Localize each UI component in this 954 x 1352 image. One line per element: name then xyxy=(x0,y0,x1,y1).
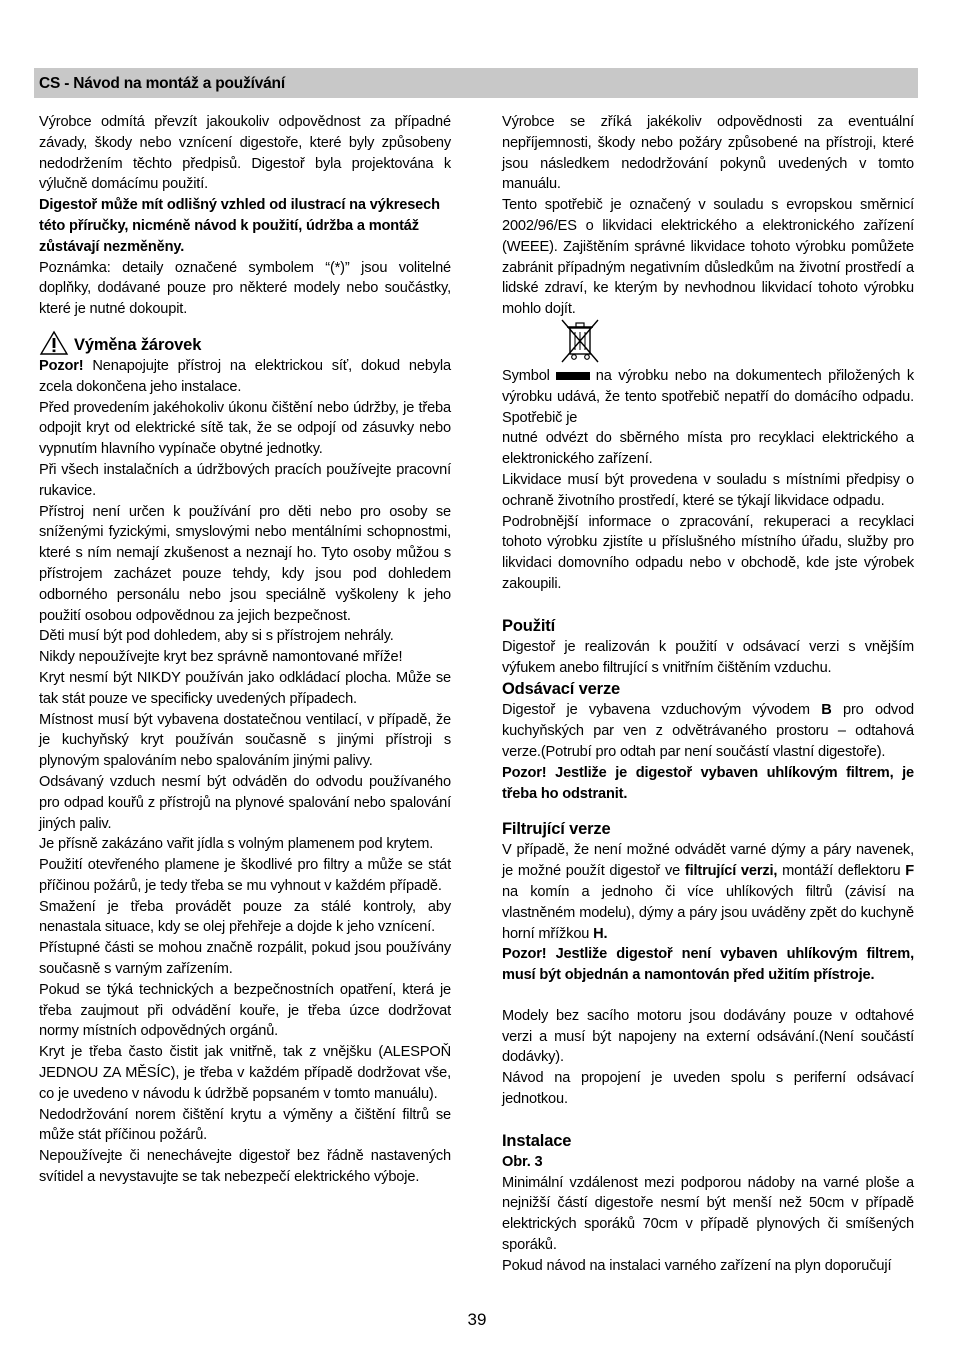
left-paragraph: Nikdy nepoužívejte kryt bez správně namontované mříže! xyxy=(39,649,403,666)
filter-text: V případě, že není možné odvádět varné dýmy a páry navenek, je možné použít digestoř ve xyxy=(502,842,914,880)
section-title-filter: Filtrující verze xyxy=(502,820,611,839)
weee-symbol-wrap xyxy=(502,320,914,366)
left-paragraph: Místnost musí být vybavena dostatečnou ventilací, v případě, že je kuchyňský kryt používán současně s jinými přístroji s plynovým spalováním nebo spalováním jinými palivy. xyxy=(39,711,451,770)
weee-paragraph: Tento spotřebič je označený v souladu s evropskou směrnicí 2002/96/ES o likvidaci elektrického a elektronického zařízení (WEEE). Zajištěním správné likvidace tohoto výrobku pomůžete zabránit případným negativním důsledkům na životní prostředí a lidské zdraví, ke kterým by nevhodnou likvidací tohoto výrobku mohlo dojít. xyxy=(502,197,914,318)
symbol-prefix: Symbol xyxy=(502,367,550,384)
left-paragraph: Kryt je třeba často čistit jak vnitřně, tak z vnějšku (ALESPOŇ JEDNOU ZA MĚSÍC), je třeba v každém případě dodržovat vše, co je uvedeno v návodu k údržbě popsaném v tomto manuálu). xyxy=(39,1044,451,1102)
note-paragraph: Poznámka: detaily označené symbolem “(*)” jsou volitelné doplňky, dodávané pouze pro některé modely nebo součástky, které je nutné dokoupit. xyxy=(39,259,451,318)
install-figure-ref: Obr. 3 xyxy=(502,1153,543,1170)
section-title-exhaust: Odsávací verze xyxy=(502,680,621,699)
install-paragraph: Minimální vzdálenost mezi podporou nádoby na varné ploše a nejnižší částí digestoře nesmí být menší než 50cm v případě elektrických sporáků 70cm v případě plynových či smíšených sporáků. xyxy=(502,1174,914,1254)
section-title-usage: Použití xyxy=(502,616,556,635)
warning-triangle-icon xyxy=(39,330,69,356)
left-paragraph: Nedodržování norem čištění krytu a výměny a čištění filtrů se může stát příčinou požárů. xyxy=(39,1106,451,1144)
left-paragraph: Je přísně zakázáno vařit jídla s volným plamenem pod krytem. xyxy=(39,836,434,853)
filter-paragraph xyxy=(502,840,914,944)
section-title-bulbs: Výměna žárovek xyxy=(74,335,202,354)
left-paragraph: Odsávaný vzduch nesmí být odváděn do odvodu používaného pro odpad kouřů z přístrojů na plynové spalování nebo spalování jiných paliv. xyxy=(39,773,451,832)
intro-bold-paragraph: Digestoř může mít odlišný vzhled od ilustrací na výkresech této příručky, nicméně návod k použití, údržba a montáž zůstávají nezměněny. xyxy=(39,197,440,255)
left-paragraph: Pokud se týká technických a bezpečnostních opatření, která je třeba zaujmout při odvádění kouře, je třeba úzce dodržovat normy místních odpovědných orgánů. xyxy=(39,981,451,1040)
filter-f-label: F xyxy=(905,863,914,880)
filter-text-3: na komín a jednoho či více uhlíkových filtrů (závisí na vlastněném modelu), dýmy a páry jsou uváděny zpět do kuchyně horní mřížkou xyxy=(502,883,914,942)
left-column xyxy=(39,112,451,1188)
left-paragraph: Nepoužívejte či nenechávejte digestoř bez řádně nastavených svítidel a nevystavujte se tak nebezpečí elektrického výboje. xyxy=(39,1148,451,1186)
symbol-paragraph xyxy=(502,366,914,428)
left-paragraph: Přístroj není určen k používání pro děti nebo pro osoby se sníženými fyzickými, smyslovými nebo mentálními schopnostmi, které s ním nemají zkušenost a neznají ho. Tyto osoby můžou s přístrojem zacházet pouze tehdy, kdy jsou pod dohledem odborného personálu nebo jsou speciálně vyškoleny k jeho použití osobou odpovědnou za jejich bezpečnost. xyxy=(39,503,451,624)
disposal-paragraph: Likvidace musí být provedena v souladu s místními předpisy o ochraně životního prostředí, které se týkají likvidace odpadu. xyxy=(502,471,914,509)
filter-warning: Pozor! Jestliže digestoř není vybaven uhlíkovým filtrem, musí být objednán a namontován před užitím přístroje. xyxy=(502,946,914,984)
filter-bold: filtrující verzi, xyxy=(684,863,778,880)
exhaust-text: Digestoř je vybavena vzduchovým vývodem xyxy=(502,702,822,719)
intro-paragraph: Výrobce odmítá převzít jakoukoliv odpovědnost za případné závady, škody nebo vznícení digestoře, které byly způsobeny nedodržením těchto předpisů. Digestoř byla projektována k výlučně domácímu použití. xyxy=(39,114,451,193)
exhaust-b-label: B xyxy=(821,702,832,719)
left-paragraph: Přístupné části se mohou značně rozpálit, pokud jsou používány současně s varným zařízením. xyxy=(39,940,451,978)
symbol-suffix: na výrobku nebo na dokumentech přiložených k výrobku udává, že tento spotřebič nepatří do domácího odpadu. Spotřebič je xyxy=(502,367,914,426)
warning-paragraph xyxy=(39,356,451,398)
usage-paragraph: Digestoř je realizován k použití v odsávací verzi s vnějším výfukem anebo filtrující s vnitřním čištěním vzduchu. xyxy=(502,638,914,676)
warning-label: Pozor! xyxy=(39,357,84,374)
disclaimer-paragraph: Výrobce se zříká jakékoliv odpovědnosti za eventuální nepříjemnosti, škody nebo požáry způsobené na přístroji, které jsou následkem nedodržování pokynů uvedených v tomto manuálu. xyxy=(502,114,914,193)
left-paragraph: Smažení je třeba provádět pouze za stálé kontroly, aby nenastala situace, kdy se olej přehřeje a dojde k jeho vznícení. xyxy=(39,898,451,936)
crossed-bin-icon xyxy=(558,318,602,364)
exhaust-paragraph xyxy=(502,700,914,762)
page-number: 39 xyxy=(467,1310,487,1329)
header-bar xyxy=(34,68,918,98)
left-paragraph: Děti musí být pod dohledem, aby si s přístrojem nehrály. xyxy=(39,628,394,645)
disposal-paragraph: nutné odvézt do sběrného místa pro recyklaci elektrického a elektronického zařízení. xyxy=(502,430,914,468)
left-paragraph: Před provedením jakéhokoliv úkonu čištění nebo údržby, je třeba odpojit kryt od elektrické sítě tak, že se odpojí od zásuvky nebo vypnutím hlavního vypínače obytné jednotky. xyxy=(39,399,451,458)
black-bar-symbol xyxy=(556,372,590,380)
section-heading-bulbs xyxy=(39,330,451,356)
left-paragraph: Kryt nesmí být NIKDY používán jako odkládací plocha. Může se tak stát pouze ve specificky uvedených případech. xyxy=(39,669,451,707)
page-title: CS - Návod na montáž a používání xyxy=(39,75,285,92)
exhaust-warning: Pozor! Jestliže je digestoř vybaven uhlíkovým filtrem, je třeba ho odstranit. xyxy=(502,764,914,802)
section-title-install: Instalace xyxy=(502,1131,572,1150)
left-paragraph: Použití otevřeného plamene je škodlivé pro filtry a může se stát příčinou požárů, je tedy třeba se mu vyhnout v každém případě. xyxy=(39,857,451,894)
exhaust-text-cont: pro odvod kuchyňských par ven z odvětrávaného prostoru – odtahová verze.(Potrubí pro odtah par není součástí vlastní digestoře). xyxy=(502,702,914,760)
disposal-paragraph: Podrobnější informace o zpracování, rekuperaci a recyklaci tohoto výrobku zjistíte u příslušného místního úřadu, služby pro likvidaci domovního odpadu nebo v obchodě, kde jste výrobek zakoupili. xyxy=(502,513,914,592)
right-column xyxy=(502,112,914,1277)
connection-paragraph: Návod na propojení je uveden spolu s periferní odsávací jednotkou. xyxy=(502,1070,914,1108)
warning-text: Nenapojujte přístroj na elektrickou síť, dokud nebyla zcela dokončena jeho instalace. xyxy=(39,357,451,395)
filter-text-2: montáží deflektoru xyxy=(777,863,906,880)
left-paragraph: Při všech instalačních a údržbových pracích používejte pracovní rukavice. xyxy=(39,461,451,499)
filter-h-label: H. xyxy=(593,925,608,942)
install-paragraph-2: Pokud návod na instalaci varného zařízení na plyn doporučují xyxy=(502,1257,892,1274)
models-paragraph: Modely bez sacího motoru jsou dodávány pouze v odtahové verzi a musí být napojeny na externí odsávání.(Není součástí dodávky). xyxy=(502,1007,914,1066)
